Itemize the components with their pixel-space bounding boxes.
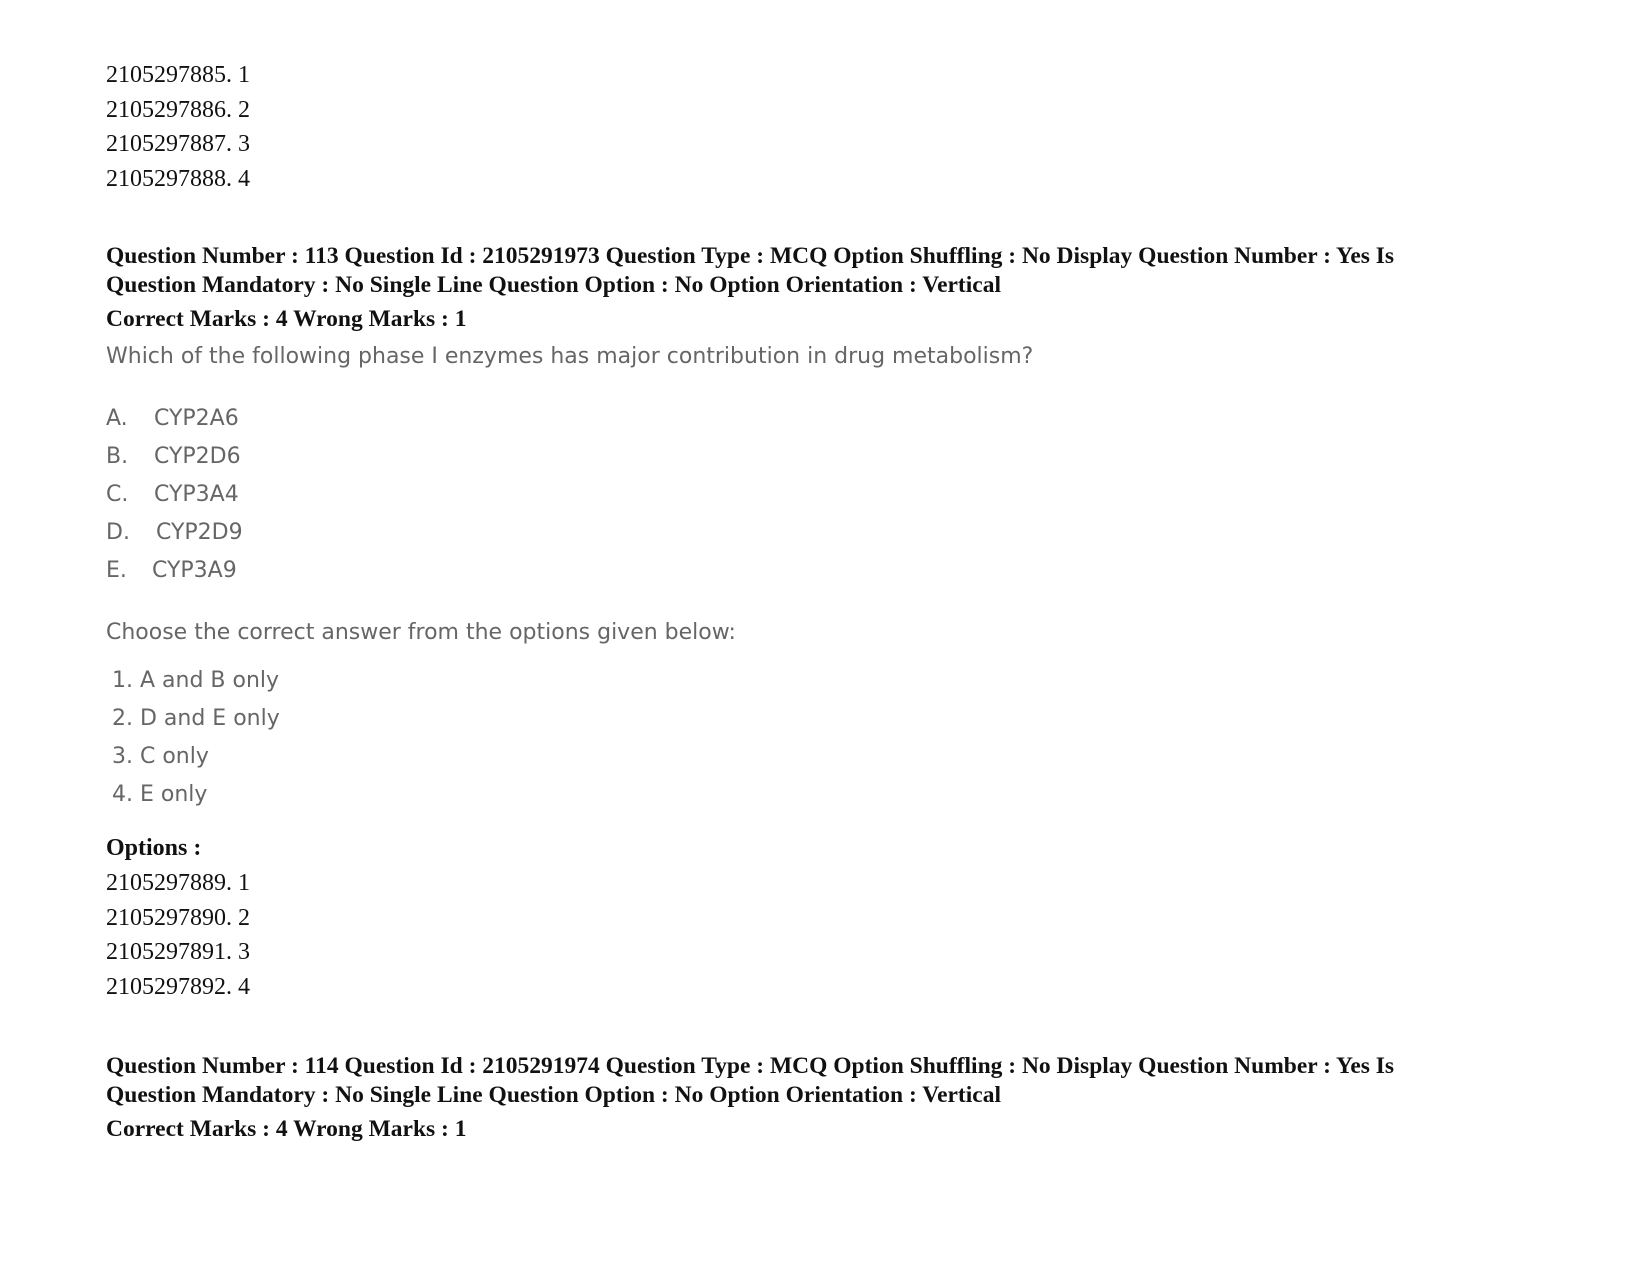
choice-text: CYP2A6 [154,406,239,431]
answer-item: 3. C only [112,744,209,769]
choice-letter: C. [106,482,129,507]
question-113-marks: Correct Marks : 4 Wrong Marks : 1 [106,306,467,332]
options-label: Options : [106,835,202,861]
question-114-header [106,1052,1556,1109]
choice-d [106,514,243,552]
question-meta-line-2: Question Mandatory : No Single Line Question Option : No Option Orientation : Vertical [106,1081,1001,1108]
answer-item: 4. E only [112,782,208,807]
choice-e [106,552,243,590]
question-meta-line-1: Question Number : 114 Question Id : 2105291974 Question Type : MCQ Option Shuffling : No Display Question Number : Yes Is [106,1053,1395,1079]
question-113-choices [106,400,243,590]
answer-item: 2. D and E only [112,706,280,731]
option-line: 2105297885. 1 [106,62,250,88]
option-line: 2105297892. 4 [106,973,250,1000]
question-113-answer-list [106,662,280,814]
option-line: 2105297889. 1 [106,870,250,896]
option-line: 2105297886. 2 [106,96,250,123]
choice-b [106,438,243,476]
option-line: 2105297888. 4 [106,165,250,192]
choice-letter: E. [106,558,127,583]
choice-letter: B. [106,444,129,469]
choice-letter: A. [106,406,128,431]
question-113-instruction: Choose the correct answer from the options given below: [106,620,736,645]
choice-text: CYP2D6 [154,444,241,469]
question-meta-line-2: Question Mandatory : No Single Line Question Option : No Option Orientation : Vertical [106,271,1001,298]
choice-c [106,476,243,514]
question-113-text: Which of the following phase I enzymes has major contribution in drug metabolism? [106,344,1034,369]
question-114-marks: Correct Marks : 4 Wrong Marks : 1 [106,1116,467,1142]
choice-text: CYP3A4 [154,482,239,507]
option-line: 2105297891. 3 [106,939,250,965]
choice-a [106,400,243,438]
question-113-options [106,866,250,1004]
choice-text: CYP2D9 [156,520,243,545]
question-meta-line-1: Question Number : 113 Question Id : 2105291973 Question Type : MCQ Option Shuffling : No Display Question Number : Yes Is [106,243,1395,269]
option-line: 2105297887. 3 [106,131,250,157]
choice-letter: D. [106,520,130,545]
previous-question-options [106,58,250,196]
question-113-header [106,242,1556,299]
answer-item: 1. A and B only [112,668,280,693]
choice-text: CYP3A9 [152,558,237,583]
option-line: 2105297890. 2 [106,904,250,931]
